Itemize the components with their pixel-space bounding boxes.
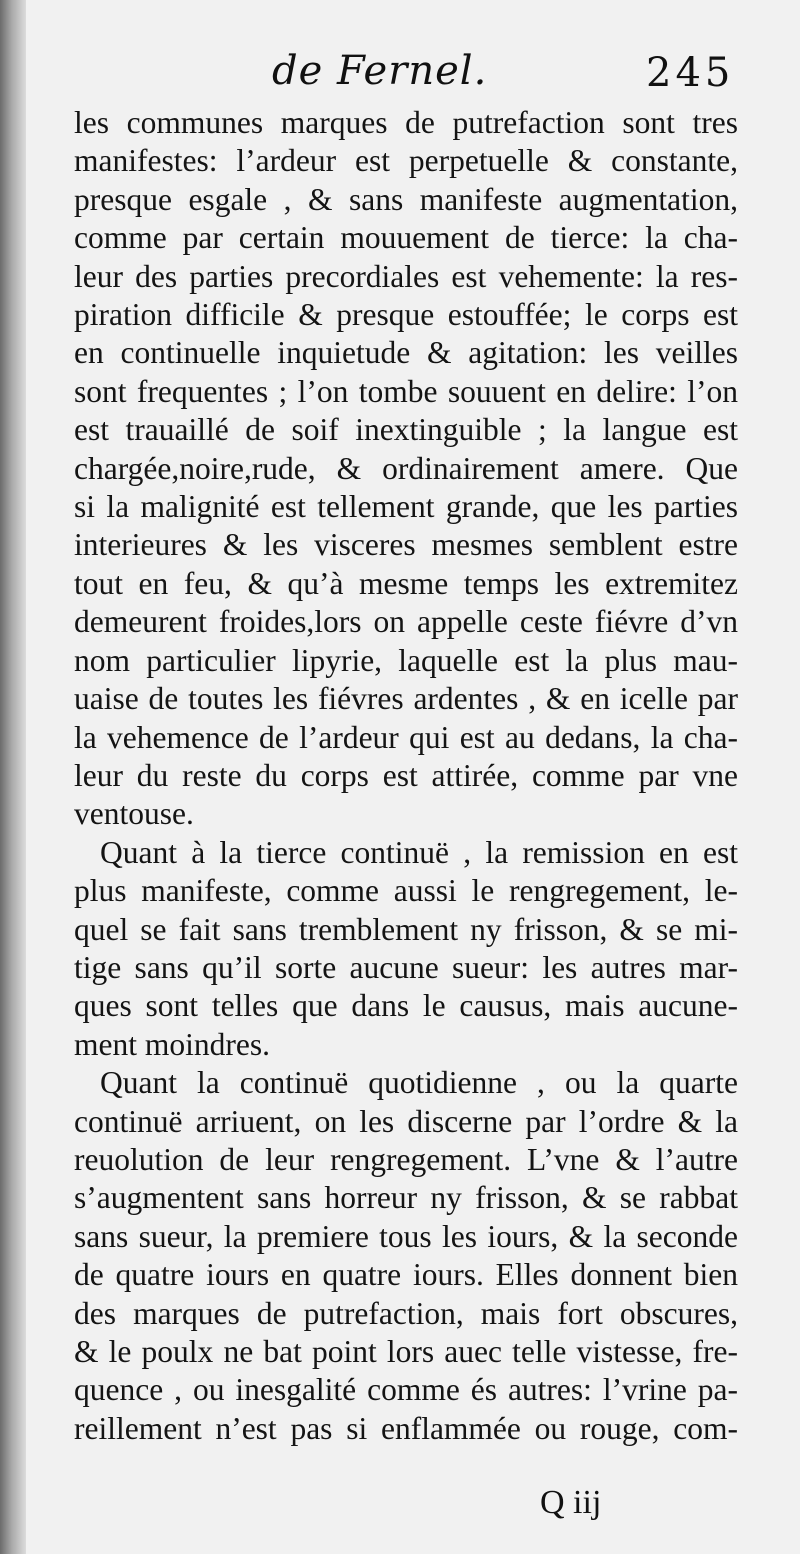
text-line: sont frequentes ; l’on tombe souuent en delire: l’on [74, 373, 738, 409]
body-text [74, 104, 738, 1448]
text-line: si la malignité est tellement grande, que les parties [74, 489, 738, 525]
text-line: ment moindres. [74, 1026, 270, 1062]
text-line: leur des parties precordiales est vehemente: la res- [74, 258, 738, 294]
text-line: quel se fait sans tremblement ny frisson, & se mi- [74, 911, 738, 947]
text-line: Quant la continuë quotidienne , ou la quarte [100, 1065, 738, 1101]
text-line: Quant à la tierce continuë , la remission en est [100, 834, 738, 870]
text-line: ventouse. [74, 796, 194, 832]
paragraph-3 [74, 1064, 738, 1448]
text-line: reuolution de leur rengregement. L’vne & l’autre [74, 1141, 738, 1177]
page-number: 245 [646, 50, 735, 96]
text-line: des marques de putrefaction, mais fort obscures, [74, 1295, 738, 1331]
running-head: de Fernel. [272, 48, 488, 94]
text-line: leur du reste du corps est attirée, comme par vne [74, 757, 738, 793]
page-binding-shadow [0, 0, 26, 1554]
page-header [0, 42, 800, 102]
text-line: quence , ou inesgalité comme és autres: l’vrine pa- [74, 1372, 738, 1408]
text-line: chargée,noire,rude, & ordinairement amere. Que [74, 450, 738, 486]
signature-mark: Q iij [540, 1484, 602, 1521]
text-line: interieures & les visceres mesmes semblent estre [74, 527, 738, 563]
text-line: de quatre iours en quatre iours. Elles donnent bien [74, 1257, 738, 1293]
text-line: manifestes: l’ardeur est perpetuelle & constante, [74, 143, 738, 179]
paragraph-1 [74, 104, 738, 834]
text-line: les communes marques de putrefaction sont tres [74, 105, 738, 140]
text-line: comme par certain mouuement de tierce: la cha- [74, 220, 738, 256]
text-line: est trauaillé de soif inextinguible ; la langue est [74, 412, 738, 448]
text-line: sans sueur, la premiere tous les iours, & la seconde [74, 1218, 738, 1254]
text-line: & le poulx ne bat point lors auec telle vistesse, fre- [74, 1334, 738, 1369]
text-line: en continuelle inquietude & agitation: les veilles [74, 335, 738, 371]
text-line: demeurent froides,lors on appelle ceste fiévre d’vn [74, 604, 738, 640]
text-line: piration difficile & presque estouffée; le corps est [74, 297, 738, 333]
text-line: tige sans qu’il sorte aucune sueur: les autres mar- [74, 949, 738, 985]
text-line: tout en feu, & qu’à mesme temps les extremitez [74, 565, 738, 601]
text-line: s’augmentent sans horreur ny frisson, & se rabbat [74, 1180, 738, 1216]
text-line: ques sont telles que dans le causus, mais aucune- [74, 988, 738, 1024]
text-line: reillement n’est pas si enflammée ou rouge, com- [74, 1410, 738, 1446]
text-line: nom particulier lipyrie, laquelle est la plus mau- [74, 642, 738, 678]
text-line: plus manifeste, comme aussi le rengregement, le- [74, 873, 738, 909]
text-line: presque esgale , & sans manifeste augmentation, [74, 181, 738, 217]
text-line: la vehemence de l’ardeur qui est au dedans, la cha- [74, 719, 738, 755]
text-line: uaise de toutes les fiévres ardentes , & en icelle par [74, 681, 738, 717]
paragraph-2 [74, 834, 738, 1064]
text-line: continuë arriuent, on les discerne par l’ordre & la [74, 1103, 738, 1139]
